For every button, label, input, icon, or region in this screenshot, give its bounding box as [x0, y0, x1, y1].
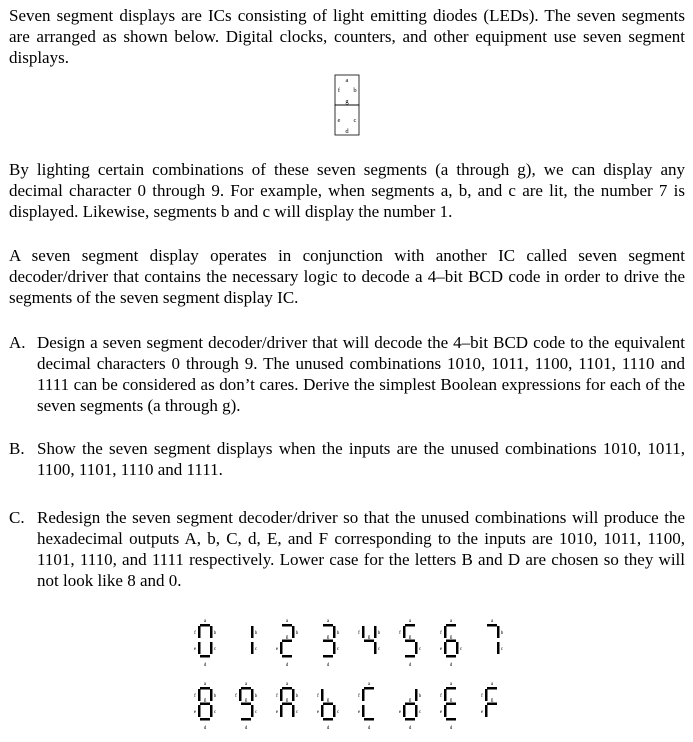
segment-d: [405, 655, 415, 658]
segment-label: g: [203, 698, 207, 703]
segment-d: [200, 655, 210, 658]
diagram-label-b: b: [353, 87, 357, 94]
segment-label: c: [254, 647, 258, 652]
segment-a: [446, 624, 456, 627]
segment-label: c: [500, 647, 504, 652]
digit-display-6: [440, 619, 463, 668]
segment-f: [198, 689, 201, 701]
segment-label: b: [254, 631, 258, 636]
segment-f: [444, 689, 447, 701]
digit-display-1: [251, 626, 258, 654]
segment-label: g: [490, 698, 494, 703]
segment-a: [487, 624, 497, 627]
segment-f: [362, 626, 365, 638]
segment-d: [446, 655, 456, 658]
segment-c: [415, 642, 418, 654]
segment-label: d: [408, 726, 412, 731]
segment-label: f: [440, 694, 442, 699]
segment-label: a: [490, 619, 494, 624]
segment-label: a: [244, 682, 248, 687]
segment-label: g: [408, 635, 412, 640]
segment-d: [364, 718, 374, 721]
segment-label: f: [276, 694, 278, 699]
question-a-label: A.: [9, 333, 26, 352]
diagram-label-e: e: [337, 117, 341, 124]
segment-label: f: [358, 694, 360, 699]
segment-c: [497, 642, 500, 654]
segment-f: [321, 689, 324, 701]
digit-display-2: [276, 619, 299, 668]
segment-label: d: [285, 663, 289, 668]
segment-label: d: [367, 726, 371, 731]
digit-display-A: [276, 682, 299, 717]
segment-label: d: [449, 726, 453, 731]
diagram-label-c: c: [353, 117, 357, 124]
segment-label: d: [326, 663, 330, 668]
segment-c: [251, 642, 254, 654]
segment-a: [282, 624, 292, 627]
question-b-text: Show the seven segment displays when the inputs are the unused combinations 1010, 1011, 1100, 1101, 1110 and 1111.: [37, 439, 685, 479]
segment-a: [323, 624, 333, 627]
digit-display-d: [399, 689, 422, 731]
paragraph-decoder: A seven segment display operates in conjunction with another IC called seven segment decoder/driver that contains the necessary logic to decode a 4–bit BCD code in order to drive the segments of the seven segment display IC.: [9, 246, 685, 307]
segment-c: [456, 642, 459, 654]
segment-label: g: [244, 698, 248, 703]
question-c-label: C.: [9, 508, 25, 527]
segment-label: f: [358, 631, 360, 636]
segment-c: [292, 705, 295, 717]
segment-label: d: [408, 663, 412, 668]
digit-display-0: [194, 619, 217, 668]
segment-label: e: [275, 710, 279, 715]
segment-label: f: [481, 694, 483, 699]
segment-label: a: [408, 619, 412, 624]
segment-label: b: [418, 694, 422, 699]
segment-f: [403, 626, 406, 638]
segment-label: f: [194, 694, 196, 699]
segment-b: [251, 689, 254, 701]
segment-b: [210, 626, 213, 638]
segment-e: [362, 705, 365, 717]
segment-label: d: [203, 663, 207, 668]
segment-label: e: [439, 710, 443, 715]
segment-c: [374, 642, 377, 654]
segment-label: a: [490, 682, 494, 687]
segment-a: [200, 624, 210, 627]
segment-c: [333, 642, 336, 654]
segment-label: a: [449, 619, 453, 624]
segment-label: b: [377, 631, 381, 636]
segment-label: c: [418, 710, 422, 715]
segment-label: c: [213, 647, 217, 652]
segment-a: [364, 687, 374, 690]
diagram-label-g: g: [345, 98, 349, 105]
segment-label: c: [459, 647, 463, 652]
segment-label: a: [203, 682, 207, 687]
segment-c: [415, 705, 418, 717]
question-a: [9, 332, 685, 416]
segment-label: d: [203, 726, 207, 731]
segment-d: [405, 718, 415, 721]
segment-f: [198, 626, 201, 638]
segment-e: [485, 705, 488, 717]
segment-d: [323, 655, 333, 658]
segment-label: b: [213, 631, 217, 636]
segment-label: b: [213, 694, 217, 699]
digit-display-4: [358, 626, 381, 654]
diagram-label-f: f: [337, 87, 341, 94]
segment-a: [405, 624, 415, 627]
segment-b: [251, 626, 254, 638]
segment-b: [292, 626, 295, 638]
segment-label: e: [357, 710, 361, 715]
segment-e: [280, 642, 283, 654]
segment-a: [282, 687, 292, 690]
question-a-text: Design a seven segment decoder/driver that will decode the 4–bit BCD code to the equivalent decimal characters 0 through 9. The unused combinations 1010, 1011, 1100, 1101, 1110 and 1111 can be considered as don’t cares. Derive the simplest Boolean expressions for each of the seven segments (a through g).: [37, 333, 685, 415]
segment-d: [241, 718, 251, 721]
segment-label: g: [449, 635, 453, 640]
segment-label: g: [285, 698, 289, 703]
segment-label: a: [203, 619, 207, 624]
paragraph-segments: By lighting certain combinations of these seven segments (a through g), we can display any decimal character 0 through 9. For example, when segments a, b, and c are lit, the number 7 is displayed. Likewise, segments b and c will display the number 1.: [9, 160, 685, 221]
segment-label: d: [326, 726, 330, 731]
digit-display-F: [481, 682, 497, 717]
segment-label: e: [439, 647, 443, 652]
segment-label: d: [449, 663, 453, 668]
segment-c: [251, 705, 254, 717]
segment-label: c: [213, 710, 217, 715]
digit-display-5: [399, 619, 422, 668]
question-b-label: B.: [9, 439, 25, 458]
segment-b: [497, 626, 500, 638]
segment-e: [280, 705, 283, 717]
digit-display-b: [317, 689, 340, 731]
segment-label: g: [326, 635, 330, 640]
digit-display-8: [194, 682, 217, 731]
segment-e: [198, 642, 201, 654]
segment-d: [446, 718, 456, 721]
segment-b: [210, 689, 213, 701]
segment-label: g: [367, 635, 371, 640]
segment-a: [446, 687, 456, 690]
segment-d: [200, 718, 210, 721]
diagram-label-a: a: [345, 77, 349, 84]
segment-label: c: [336, 647, 340, 652]
diagram-label-d: d: [345, 128, 349, 135]
segment-a: [200, 687, 210, 690]
segment-e: [403, 705, 406, 717]
segment-label: c: [377, 647, 381, 652]
segment-label: f: [317, 694, 319, 699]
segment-label: g: [285, 635, 289, 640]
segment-e: [321, 705, 324, 717]
segment-d: [282, 655, 292, 658]
segment-label: e: [193, 710, 197, 715]
seven-segment-displays: [190, 610, 520, 736]
segment-label: e: [275, 647, 279, 652]
segment-label: a: [367, 682, 371, 687]
segment-label: e: [316, 710, 320, 715]
segment-label: b: [295, 631, 299, 636]
segment-label: c: [336, 710, 340, 715]
digit-display-7: [487, 619, 504, 654]
digit-display-9: [235, 682, 258, 731]
digit-display-3: [323, 619, 340, 668]
segment-label: b: [295, 694, 299, 699]
segment-label: f: [399, 631, 401, 636]
segment-label: c: [418, 647, 422, 652]
segment-b: [415, 689, 418, 701]
segment-f: [444, 626, 447, 638]
segment-e: [198, 705, 201, 717]
segment-label: c: [295, 710, 299, 715]
question-c-text: Redesign the seven segment decoder/driver so that the unused combinations will produce the hexadecimal outputs A, b, C, d, E, and F corresponding to the inputs are 1010, 1011, 1100, 1101, 1110, and 1111 respectively. Lower case for the letters B and D are chosen so they will not look like 8 and 0.: [37, 508, 685, 590]
segment-label: g: [326, 698, 330, 703]
segment-a: [487, 687, 497, 690]
question-c: [9, 507, 685, 591]
segment-e: [444, 642, 447, 654]
segment-label: a: [285, 619, 289, 624]
segment-f: [362, 689, 365, 701]
segment-a: [241, 687, 251, 690]
segment-label: e: [398, 710, 402, 715]
intro-paragraph: Seven segment displays are ICs consisting of light emitting diodes (LEDs). The seven segments are arranged as shown below. Digital clocks, counters, and other equipment use seven segment displays.: [9, 6, 685, 67]
segment-label: a: [285, 682, 289, 687]
segment-b: [333, 626, 336, 638]
segment-c: [210, 642, 213, 654]
segment-label: e: [193, 647, 197, 652]
segment-label: f: [235, 694, 237, 699]
segment-label: b: [500, 631, 504, 636]
segment-label: a: [326, 619, 330, 624]
segment-c: [210, 705, 213, 717]
segment-f: [239, 689, 242, 701]
segment-label: f: [440, 631, 442, 636]
segment-label: g: [408, 698, 412, 703]
segment-label: d: [244, 726, 248, 731]
segment-c: [333, 705, 336, 717]
segment-b: [374, 626, 377, 638]
segment-label: g: [449, 698, 453, 703]
segment-d: [323, 718, 333, 721]
segment-e: [444, 705, 447, 717]
segment-b: [292, 689, 295, 701]
segment-label: a: [449, 682, 453, 687]
segment-f: [280, 689, 283, 701]
segment-label: c: [254, 710, 258, 715]
segment-label: b: [254, 694, 258, 699]
segment-f: [485, 689, 488, 701]
segment-label: b: [336, 631, 340, 636]
segment-diagram: [334, 74, 360, 136]
digit-display-C: [358, 682, 374, 731]
segment-label: e: [480, 710, 484, 715]
segment-label: f: [194, 631, 196, 636]
question-b: [9, 438, 685, 480]
digit-display-E: [440, 682, 456, 731]
